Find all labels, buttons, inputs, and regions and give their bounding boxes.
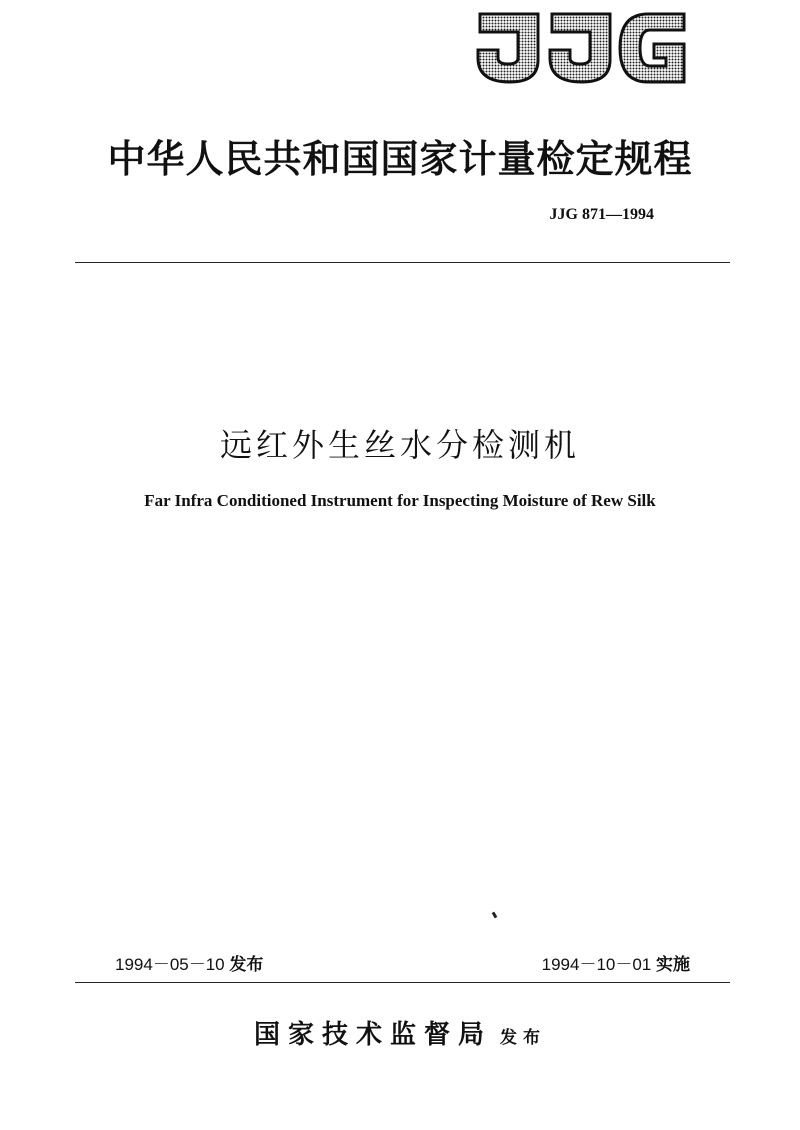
jjg-logo-icon [470,10,692,86]
issuer-line [0,1014,800,1051]
issue-date-line [115,950,263,975]
effective-label: 实施 [656,955,690,975]
logo-text: JJG [470,10,472,11]
effective-date-line [542,950,690,975]
issuer-name: 国家技术监督局 [253,1020,492,1050]
bottom-divider [75,982,730,983]
issue-date: 1994－05－10 [115,955,225,974]
standard-series-title: 中华人民共和国国家计量检定规程 [107,136,693,181]
standard-code: JJG 871—1994 [549,206,654,223]
issuer-action: 发布 [500,1028,546,1048]
document-title-en: Far Infra Conditioned Instrument for Inspecting Moisture of Rew Silk [144,491,656,510]
top-divider [75,262,730,263]
effective-date: 1994－10－01 [541,955,652,974]
issue-label: 发布 [229,955,264,975]
document-title-cn: 远红外生丝水分检测机 [219,426,580,464]
scan-speck [492,912,498,919]
